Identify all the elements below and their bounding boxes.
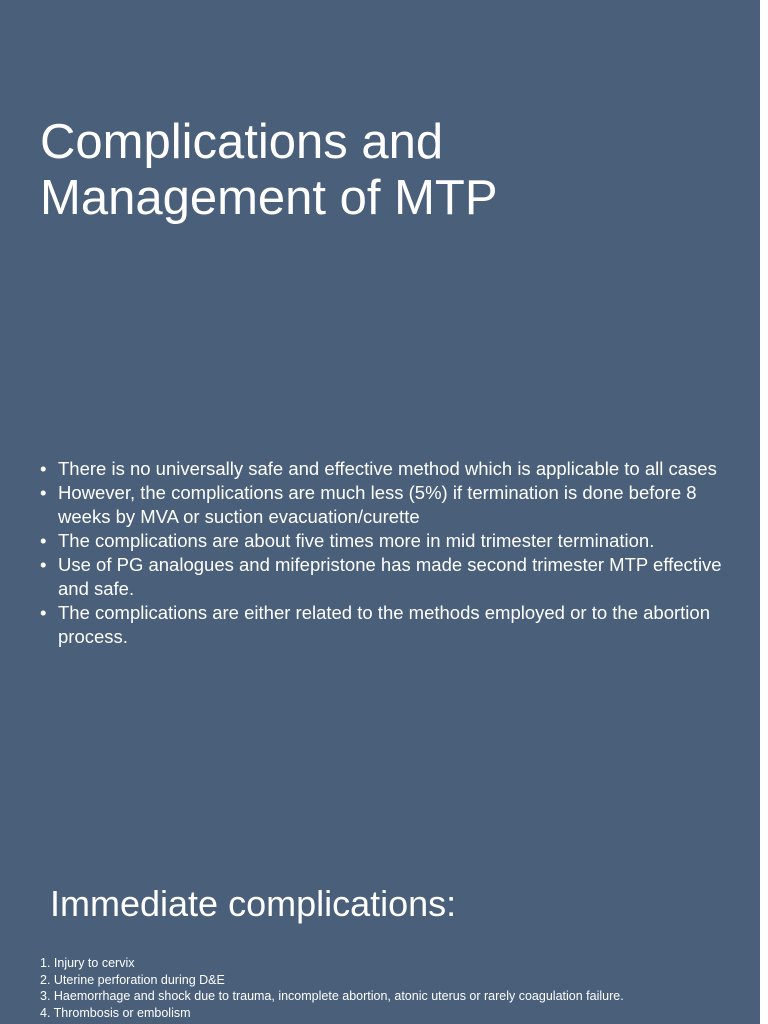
section-heading: Immediate complications:	[50, 883, 457, 924]
title-line-2: Management of MTP	[40, 171, 498, 225]
bullet-item: • The complications are either related to the methods employed or to the abortion process.	[40, 601, 730, 649]
list-item: 3. Haemorrhage and shock due to trauma, incomplete abortion, atonic uterus or rarely coagulation failure.	[40, 989, 624, 1003]
list-item: 2. Uterine perforation during D&E	[40, 972, 225, 987]
list-item: 1. Injury to cervix	[40, 956, 135, 970]
page-title	[40, 114, 730, 226]
bullet-item: • The complications are about five times more in mid trimester termination.	[40, 529, 730, 553]
bullet-item: • There is no universally safe and effective method which is applicable to all cases	[40, 457, 730, 481]
bullet-item: • However, the complications are much less (5%) if termination is done before 8 weeks by MVA or suction evacuation/curette	[40, 481, 730, 529]
complications-list	[40, 955, 740, 1021]
title-line-1: Complications and	[40, 115, 444, 169]
bullet-list	[40, 457, 730, 649]
list-item: 4. Thrombosis or embolism	[40, 1005, 191, 1020]
bullet-item: • Use of PG analogues and mifepristone has made second trimester MTP effective and safe.	[40, 553, 730, 601]
